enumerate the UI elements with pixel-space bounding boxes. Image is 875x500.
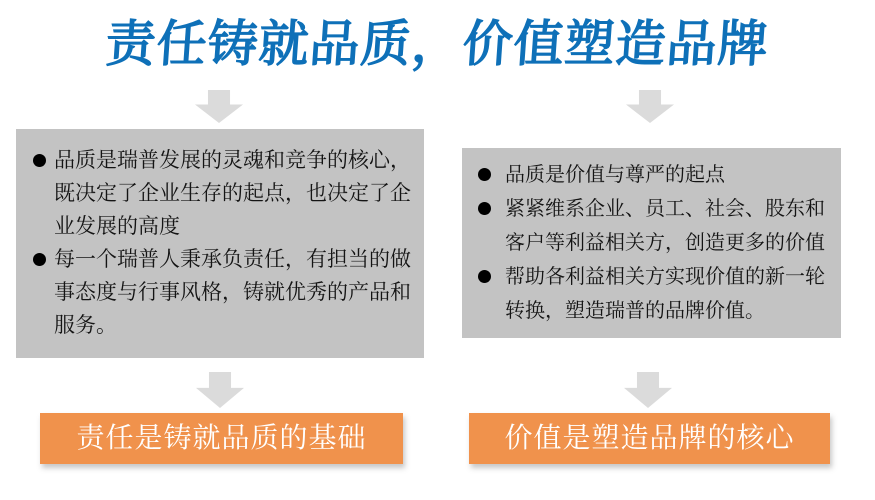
down-arrow-icon	[196, 372, 244, 408]
list-item	[478, 158, 829, 192]
list-item	[33, 144, 412, 243]
page-title: 责任铸就品质，价值塑造品牌	[103, 16, 771, 72]
bullet-icon	[478, 270, 491, 283]
down-arrow-icon	[195, 90, 243, 123]
list-item	[478, 260, 829, 328]
down-arrow-icon	[624, 372, 672, 408]
value-conclusion-banner: 价值是塑造品牌的核心	[469, 413, 830, 464]
bullet-list	[478, 158, 829, 328]
bullet-text: 每一个瑞普人秉承负责任，有担当的做事态度与行事风格，铸就优秀的产品和服务。	[54, 247, 411, 337]
bullet-text: 品质是瑞普发展的灵魂和竞争的核心，既决定了企业生存的起点，也决定了企业发展的高度	[54, 148, 411, 238]
bullet-text: 紧紧维系企业、员工、社会、股东和客户等利益相关方，创造更多的价值	[505, 198, 825, 254]
responsibility-points-box	[16, 129, 424, 358]
bullet-icon	[478, 202, 491, 215]
bullet-text: 品质是价值与尊严的起点	[505, 164, 725, 186]
bullet-icon	[33, 154, 46, 167]
bullet-list	[33, 144, 412, 342]
list-item	[478, 192, 829, 260]
list-item	[33, 243, 412, 342]
down-arrow-icon	[626, 90, 674, 123]
bullet-icon	[478, 168, 491, 181]
bullet-text: 帮助各利益相关方实现价值的新一轮转换，塑造瑞普的品牌价值。	[505, 266, 825, 322]
value-points-box	[462, 148, 841, 338]
responsibility-conclusion-banner: 责任是铸就品质的基础	[40, 413, 403, 464]
bullet-icon	[33, 253, 46, 266]
